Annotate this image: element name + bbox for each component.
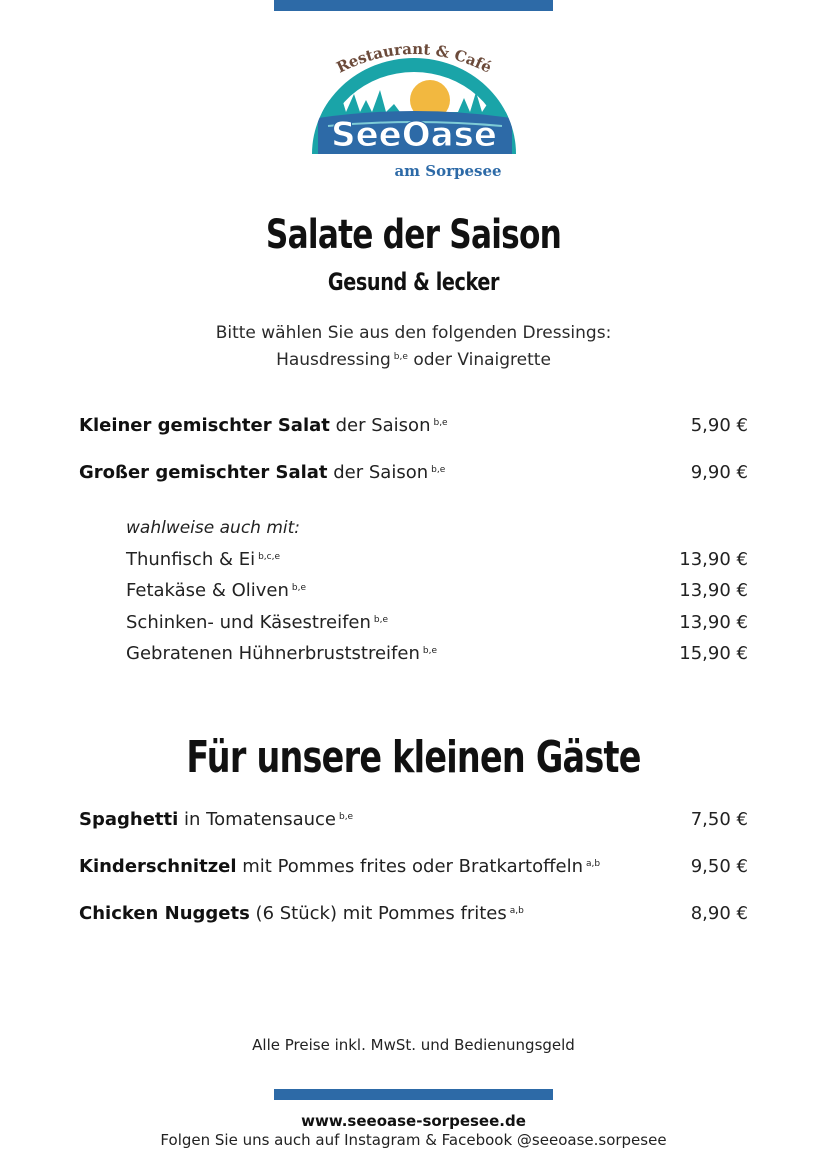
website-link[interactable]: www.seeoase-sorpesee.de bbox=[301, 1112, 526, 1130]
menu-item-price: 9,90 € bbox=[690, 462, 748, 483]
salads-title: Salate der Saison bbox=[265, 212, 562, 258]
menu-item: Kinderschnitzel mit Pommes frites oder Bratkartoffeln $^{a,b}$ 9,50 € bbox=[79, 856, 748, 877]
bottom-accent-bar bbox=[274, 1089, 553, 1100]
option-price: 13,90 € bbox=[679, 612, 748, 633]
menu-item: Spaghetti in Tomatensauce $^{b,e}$ 7,50 € bbox=[79, 809, 748, 830]
kids-title: Für unsere kleinen Gäste bbox=[186, 732, 641, 783]
social-media-text: Folgen Sie uns auch auf Instagram & Facebook @seeoase.sorpesee bbox=[160, 1131, 667, 1149]
dressing-options: Hausdressing $^{b,e}$ oder Vinaigrette bbox=[276, 350, 551, 370]
option-price: 15,90 € bbox=[679, 643, 748, 664]
dressing-intro: Bitte wählen Sie aus den folgenden Dressings: bbox=[215, 323, 612, 343]
menu-item-price: 5,90 € bbox=[690, 415, 748, 436]
logo-name: SeeOase bbox=[331, 115, 497, 155]
option-price: 13,90 € bbox=[679, 549, 748, 570]
logo-arc-text: Restaurant & Café bbox=[333, 39, 495, 77]
menu-item: Chicken Nuggets (6 Stück) mit Pommes frites $^{a,b}$ 8,90 € bbox=[79, 903, 748, 924]
option-item: Fetakäse & Oliven $^{b,e}$ 13,90 € bbox=[126, 580, 748, 601]
menu-item-price: 8,90 € bbox=[690, 903, 748, 924]
restaurant-logo bbox=[308, 30, 520, 190]
salads-subtitle: Gesund & lecker bbox=[327, 268, 500, 296]
logo-location: am Sorpesee bbox=[394, 162, 502, 180]
menu-item: Kleiner gemischter Salat der Saison $^{b,e}$ 5,90 € bbox=[79, 415, 748, 436]
option-price: 13,90 € bbox=[679, 580, 748, 601]
top-accent-bar bbox=[274, 0, 553, 11]
menu-item-price: 7,50 € bbox=[690, 809, 748, 830]
menu-item-price: 9,50 € bbox=[690, 856, 748, 877]
option-item: Gebratenen Hühnerbruststreifen $^{b,e}$ 15,90 € bbox=[126, 643, 748, 664]
option-item: Schinken- und Käsestreifen $^{b,e}$ 13,90 € bbox=[126, 612, 748, 633]
option-item: Thunfisch & Ei $^{b,c,e}$ 13,90 € bbox=[126, 549, 748, 570]
price-note: Alle Preise inkl. MwSt. und Bedienungsgeld bbox=[252, 1036, 575, 1054]
menu-item: Großer gemischter Salat der Saison $^{b,e}$ 9,90 € bbox=[79, 462, 748, 483]
options-label: wahlweise auch mit: bbox=[126, 518, 301, 538]
